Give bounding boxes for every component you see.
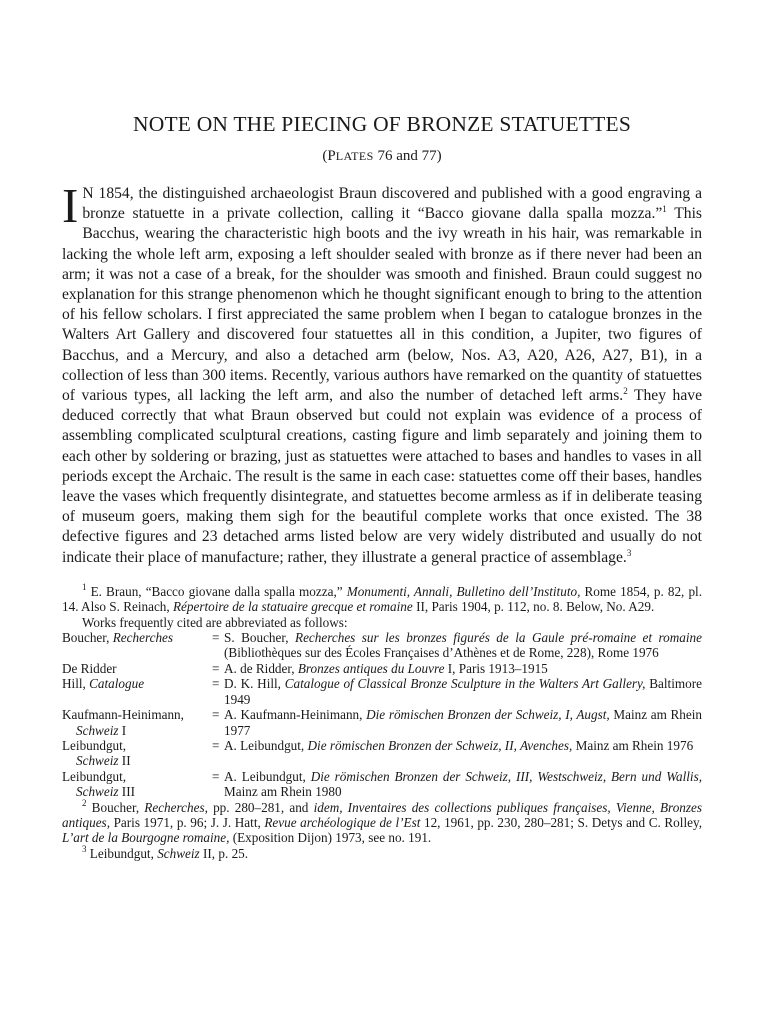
abbreviation-key [62,707,212,738]
abbreviation-value [224,661,702,676]
abbreviation-key [62,738,212,769]
abbreviation-key-italic: Schweiz [76,784,119,800]
footnote-ref-1[interactable]: 1 [662,204,667,215]
footnote-2-text-a: Boucher, [86,799,145,815]
abbreviation-value-italic: Die römischen Bronzen der Schweiz, I, Augst, [366,707,610,723]
plates-initial: P [327,148,336,164]
footnote-1-number: 1 [82,581,87,592]
footnote-ref-2[interactable]: 2 [623,386,628,397]
footnote-2-number: 2 [82,797,87,808]
body-text-1: N 1854, the distinguished archaeologist Braun discovered and published with a good engraving a bronze statuette in a private collection, calling it “Bacco giovane dalla spalla mozza.” [82,185,702,223]
abbreviation-key-plain: De Ridder [62,660,117,676]
abbreviation-value-plain: D. K. Hill, [224,676,285,692]
footnote-2-italic-b: idem, Inventaires des collections publiques françaises, Vienne, Bronzes antiques, [62,799,702,830]
abbreviation-value-plain: A. de Ridder, [224,660,298,676]
abbreviation-key-italic: Recherches [112,630,174,646]
abbreviation-value-plain: A. Leibundgut, [224,768,311,784]
abbreviation-row [62,769,702,800]
footnote-3-italic-a: Schweiz [157,845,200,861]
abbreviation-value-italic: Bronzes antiques du Louvre [297,660,445,676]
abbreviation-equals: = [212,737,220,753]
abbreviation-value [224,769,702,800]
abbreviation-value-plain: S. Boucher, [224,630,296,646]
abbreviation-key-plain: Boucher, [62,630,113,646]
abbreviation-equals: = [212,676,220,692]
abbreviation-row [62,661,702,676]
plates-open-paren: ( [322,148,328,164]
abbreviation-key-suffix: III [118,784,135,800]
body-paragraph [62,178,702,568]
abbreviation-value [224,676,702,707]
abbreviation-value-italic: Die römischen Bronzen der Schweiz, III, Westschweiz, Bern und Wallis, [310,768,702,784]
footnote-2-text-d: 12, 1961, pp. 230, 280–281; S. Detys and C. Rolley, [420,814,702,830]
abbreviation-row [62,738,702,769]
footnote-2-italic-a: Recherches, [144,799,208,815]
footnote-2-text-e: (Exposition Dijon) 1973, see no. 191. [229,830,432,846]
abbreviation-equals: = [212,660,220,676]
footnote-3-text-a: Leibundgut, [86,845,158,861]
footnote-3-text-b: II, p. 25. [199,845,249,861]
abbreviation-value [224,738,702,769]
footnote-3 [62,843,702,861]
abbreviation-value-plain: A. Leibundgut, [224,737,308,753]
abbreviation-equals: = [212,630,220,646]
abbreviation-key [62,769,212,800]
abbreviation-value-rest: (Bibliothèques sur des Écoles Françaises d’Athènes et de Rome, 228), Rome 1976 [224,645,659,661]
abbreviations-table [62,630,702,799]
abbreviation-value-rest: Mainz am Rhein 1976 [572,737,694,753]
footnote-1-italic-a: Monumenti, Annali, Bulletino dell’Instituto, [346,583,581,599]
abbreviation-value-italic: Catalogue of Classical Bronze Sculpture in the Walters Art Gallery, [284,676,646,692]
abbreviation-key-plain: Leibundgut, [62,768,127,784]
footnote-1-text-a: E. Braun, “Bacco giovane dalla spalla mozza,” [86,583,347,599]
abbreviation-value-italic: Recherches sur les bronzes figurés de la Gaule pré-romaine et romaine [295,630,702,646]
drop-cap: I [62,178,79,233]
abbreviations-intro: Works frequently cited are abbreviated as follows: [82,614,348,630]
abbreviation-key-plain: Kaufmann-Heinimann, [62,707,184,723]
plates-small-caps: LATES [335,149,374,163]
abbreviation-key-italic: Schweiz [76,722,119,738]
abbreviation-value [224,630,702,661]
abbreviation-row [62,676,702,707]
footnote-2-italic-d: L’art de la Bourgogne romaine, [62,830,230,846]
abbreviation-value-plain: A. Kaufmann-Heinimann, [224,707,367,723]
abbreviation-equals: = [212,707,220,723]
article-title: NOTE ON THE PIECING OF BRONZE STATUETTES [133,112,631,136]
abbreviation-key-suffix: I [118,722,127,738]
footnote-2-italic-c: Revue archéologique de l’Est [264,814,421,830]
footnotes [62,581,702,861]
abbreviation-key-plain: Hill, [62,676,90,692]
body-text-2: This Bacchus, wearing the characteristic high boots and the ivy wreath in his hair, was remarkable in lacking the whole left arm, exposing a left shoulder sealed with bronze as if there never had been an arm; it was not a case of a break, for the shoulder was smooth and finished. Braun could suggest no explanation for this strange phenomenon which he thought significant enough to bring to the attention of his fellow scholars. I first appreciated the same problem when I began to catalogue bronzes in the Walters Art Gallery and discovered four statuettes all in this condition, a Jupiter, two figures of Bacchus, and a Mercury, and also a detached arm (below, Nos. A3, A20, A26, A27, B1), in a collection of less than 300 items. Recently, various authors have remarked on the quantity of statuettes of various types, all lacking the left arm, and also the number of detached left arms. [62,205,702,405]
abbreviation-key [62,661,212,676]
abbreviation-key-italic: Catalogue [89,676,145,692]
abbreviation-key-suffix: II [118,753,131,769]
abbreviation-key [62,676,212,707]
abbreviation-row [62,630,702,661]
plates-numbers: 76 and 77) [373,148,442,164]
abbreviation-value-rest: Mainz am Rhein 1980 [224,784,342,800]
abbreviation-key-italic: Schweiz [76,753,119,769]
footnote-2-text-b: pp. 280–281, and [207,799,314,815]
footnote-2-text-c: Paris 1971, p. 96; J. J. Hatt, [110,814,265,830]
abbreviation-key-plain: Leibundgut, [62,737,127,753]
abbreviation-value-rest: Baltimore 1949 [224,676,702,707]
footnote-ref-3[interactable]: 3 [626,547,632,558]
body-text-3: They have deduced correctly that what Braun observed but could not explain was evidence of a process of assembling complicated sculptural creations, casting figure and limb separately and joining them to each other by soldering or brazing, just as statuettes were attached to bases and handles to vases in all periods except the Archaic. The result is the same in each case: statuettes come off their bases, handles leave the vases which frequently disintegrate, and statuettes become armless as if in deliberate teasing of museum goers, making them sigh for the beautiful complete works that once existed. The 38 defective figures and 23 detached arms listed below are very widely distributed and usually do not indicate their place of manufacture; rather, they illustrate a general practice of assemblage. [62,387,702,566]
abbreviation-equals: = [212,768,220,784]
abbreviation-value [224,707,702,738]
plates-reference [62,147,702,165]
footnote-2 [62,797,702,846]
abbreviation-value-rest: I, Paris 1913–1915 [444,660,548,676]
article-page [62,110,702,861]
footnote-1-italic-b: Répertoire de la statuaire grecque et romaine [173,599,413,615]
footnote-1-text-b: Rome 1854, p. 82, pl. 14. Also S. Reinach, [62,583,702,615]
abbreviation-key [62,630,212,661]
footnote-3-number: 3 [82,843,87,854]
footnote-1-text-c: II, Paris 1904, p. 112, no. 8. Below, No. A29. [412,599,655,615]
abbreviation-value-italic: Die römischen Bronzen der Schweiz, II, Avenches, [307,737,573,753]
abbreviation-value-rest: Mainz am Rhein 1977 [224,707,702,738]
abbreviation-row [62,707,702,738]
footnote-1 [62,581,702,615]
